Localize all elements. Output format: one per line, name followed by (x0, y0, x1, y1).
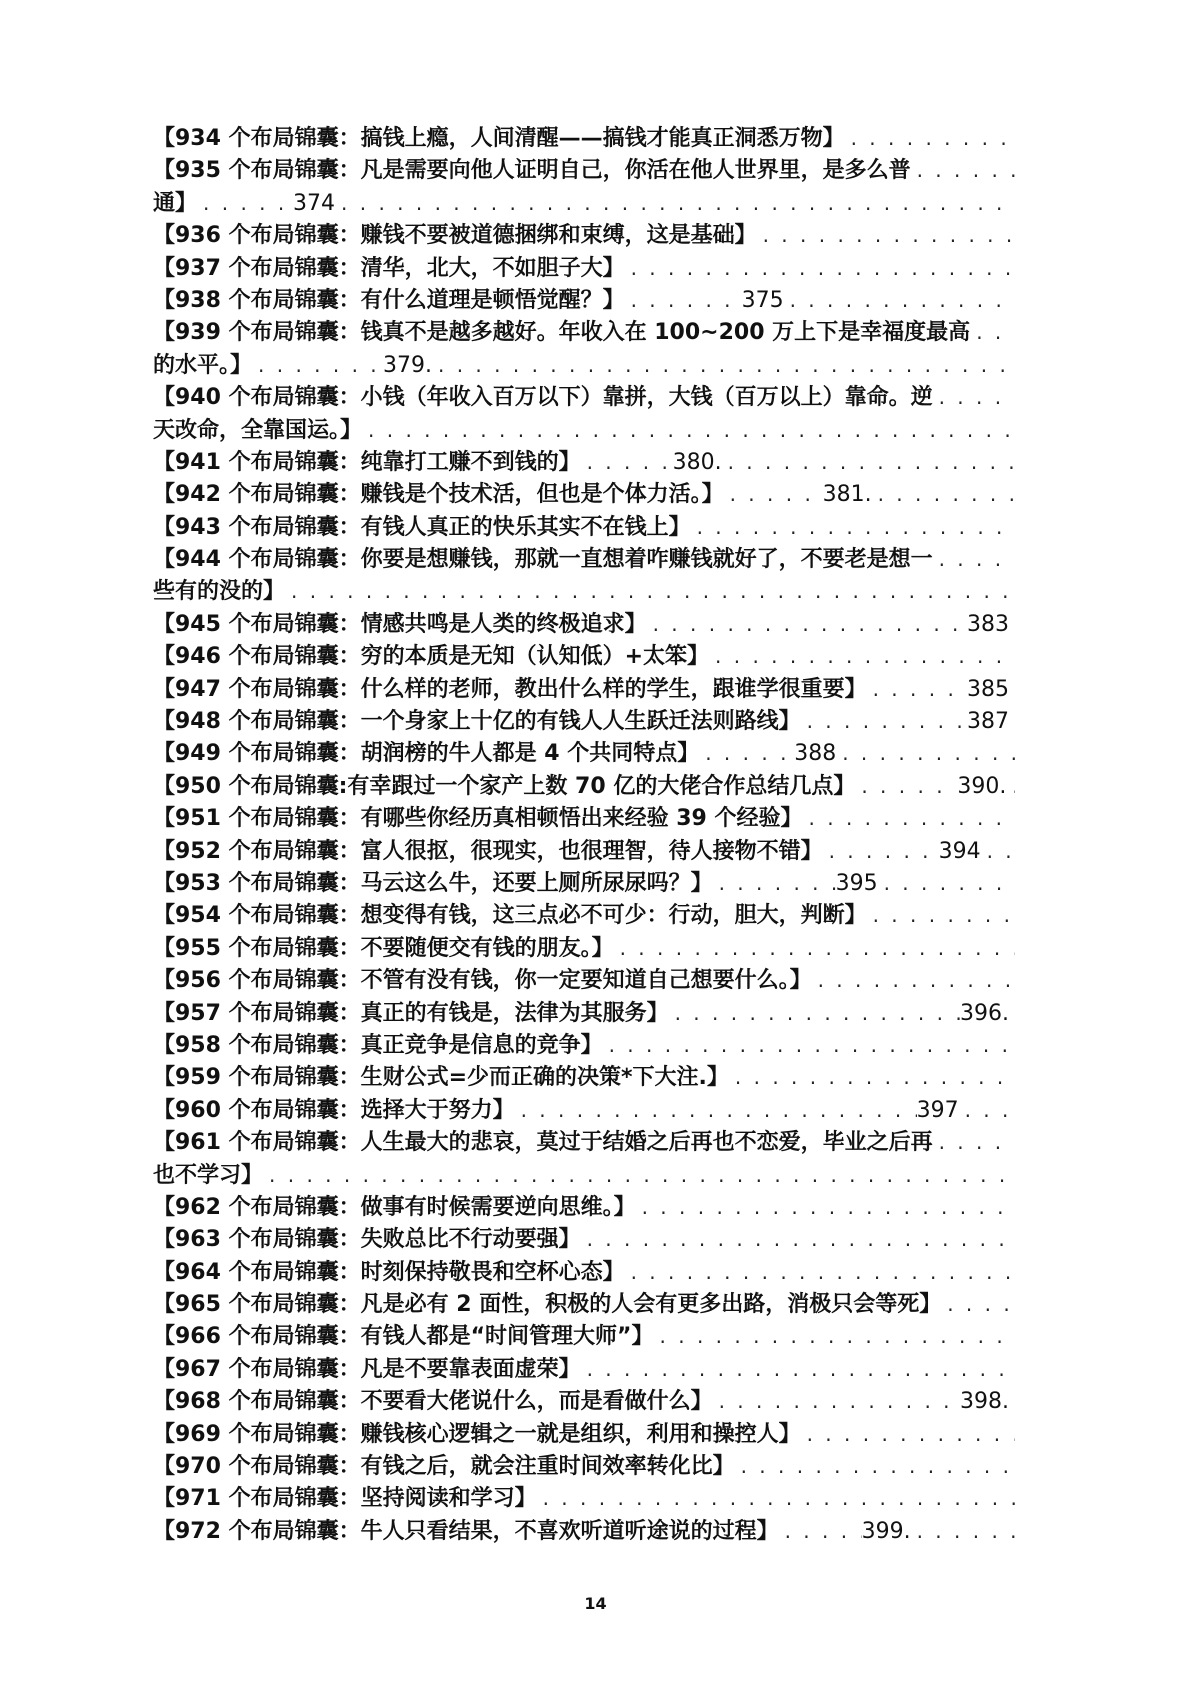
toc-entry[interactable] (153, 446, 1015, 478)
dot-leader (933, 381, 1015, 413)
toc-entry-title: 【969 个布局锦囊：赚钱核心逻辑之一就是组织，利用和操控人】 (153, 1421, 801, 1447)
dot-leader (197, 187, 293, 219)
dot-leader (784, 284, 1015, 316)
toc-entry-title: 【936 个布局锦囊：赚钱不要被道德捆绑和束缚，这是基础】 (153, 223, 757, 249)
toc-entry-title: 天改命，全靠国运。】 (153, 417, 363, 443)
toc-entry[interactable] (153, 122, 1015, 154)
toc-entry-title: 【967 个布局锦囊：凡是不要靠表面虚荣】 (153, 1356, 581, 1382)
dot-leader (1009, 705, 1015, 737)
toc-entry[interactable] (153, 802, 1015, 834)
dot-leader (614, 932, 1015, 964)
toc-entry[interactable] (153, 997, 1015, 1029)
toc-entry-title: 【943 个布局锦囊：有钱人真正的快乐其实不在钱上】 (153, 514, 691, 540)
toc-entry-title: 【965 个布局锦囊：凡是必有 2 面性，积极的人会有更多出路，消极只会等死】 (153, 1292, 942, 1318)
toc-entry[interactable] (153, 414, 1015, 446)
table-of-contents (153, 122, 1015, 1547)
toc-entry-title: 【968 个布局锦囊：不要看大佬说什么，而是看做什么】 (153, 1389, 713, 1415)
dot-leader (713, 867, 836, 899)
toc-entry-title: 【959 个布局锦囊：生财公式=少而正确的决策*下大注.】 (153, 1065, 729, 1091)
page-number: 14 (584, 1594, 607, 1613)
toc-entry[interactable] (153, 1029, 1015, 1061)
toc-entry[interactable] (153, 737, 1015, 769)
toc-entry-title: 【939 个布局锦囊：钱真不是越多越好。年收入在 100~200 万上下是幸福度最高 (153, 320, 971, 346)
dot-leader (1009, 608, 1015, 640)
toc-entry[interactable] (153, 1191, 1015, 1223)
toc-entry[interactable] (153, 770, 1015, 802)
dot-leader (285, 575, 1015, 607)
toc-entry-title: 些有的没的】 (153, 579, 286, 605)
toc-entry-title: 【952 个布局锦囊：富人很抠，很现实，也很理智，待人接物不错】 (153, 838, 823, 864)
dot-leader (581, 446, 673, 478)
dot-leader (1009, 997, 1015, 1029)
dot-leader (855, 770, 957, 802)
toc-entry[interactable] (153, 867, 1015, 899)
toc-entry-title: 通】 (153, 190, 198, 216)
dot-leader (709, 640, 1015, 672)
dot-leader (836, 737, 1015, 769)
toc-entry-title: 【935 个布局锦囊：凡是需要向他人证明自己，你活在他人世界里，是多么普 (153, 158, 911, 184)
dot-leader (981, 835, 1015, 867)
dot-leader (801, 705, 967, 737)
toc-entry-title: 【949 个布局锦囊：胡润榜的牛人都是 4 个共同特点】 (153, 741, 700, 767)
toc-entry[interactable] (153, 1482, 1015, 1514)
dot-leader (872, 478, 1015, 510)
dot-leader (878, 867, 1015, 899)
dot-leader (713, 1385, 960, 1417)
toc-entry-page: 395 (835, 870, 878, 896)
dot-leader (803, 802, 1015, 834)
toc-entry-title: 【970 个布局锦囊：有钱之后，就会注重时间效率转化比】 (153, 1454, 735, 1480)
toc-entry-page: 387 (967, 709, 1009, 735)
toc-entry-title: 【948 个布局锦囊：一个身家上十亿的有钱人人生跃迁法则路线】 (153, 709, 801, 735)
toc-entry[interactable] (153, 187, 1015, 219)
toc-entry-title: 【951 个布局锦囊：有哪些你经历真相顿悟出来经验 39 个经验】 (153, 806, 803, 832)
toc-entry-title: 【938 个布局锦囊：有什么道理是顿悟觉醒？】 (153, 287, 625, 313)
toc-entry-title: 【934 个布局锦囊：搞钱上瘾，人间清醒——搞钱才能真正洞悉万物】 (153, 126, 845, 151)
toc-entry[interactable] (153, 543, 1015, 575)
toc-entry[interactable] (153, 349, 1015, 381)
toc-entry-page: 399. (861, 1518, 911, 1544)
toc-entry-title: 的水平。】 (153, 352, 253, 378)
toc-entry[interactable] (153, 1288, 1015, 1320)
dot-leader (263, 1159, 1015, 1191)
toc-entry-title: 也不学习】 (153, 1162, 264, 1188)
dot-leader (1006, 770, 1015, 802)
dot-leader (252, 349, 383, 381)
dot-leader (581, 1223, 1015, 1255)
toc-entry[interactable] (153, 575, 1015, 607)
toc-entry-title: 【942 个布局锦囊：赚钱是个技术活，但也是个体力活。】 (153, 482, 724, 508)
dot-leader (722, 446, 1015, 478)
toc-entry[interactable] (153, 252, 1015, 284)
dot-leader (867, 673, 967, 705)
toc-entry[interactable] (153, 1320, 1015, 1352)
toc-entry-title: 【961 个布局锦囊：人生最大的悲哀，莫过于结婚之后再也不恋爱，毕业之后再 (153, 1130, 933, 1156)
toc-entry-title: 【962 个布局锦囊：做事有时候需要逆向思维。】 (153, 1194, 636, 1220)
toc-entry[interactable] (153, 316, 1015, 348)
dot-leader (779, 1515, 862, 1547)
dot-leader (911, 1515, 1015, 1547)
toc-entry[interactable] (153, 1094, 1015, 1126)
toc-entry-title: 【972 个布局锦囊：牛人只看结果，不喜欢听道听途说的过程】 (153, 1518, 779, 1544)
dot-leader (933, 1126, 1015, 1158)
dot-leader (959, 1094, 1015, 1126)
toc-entry[interactable] (153, 1223, 1015, 1255)
toc-entry-title: 【956 个布局锦囊：不管有没有钱，你一定要知道自己想要什么。】 (153, 968, 812, 994)
toc-entry-page: 398. (960, 1389, 1009, 1415)
toc-entry-title: 【964 个布局锦囊：时刻保持敬畏和空杯心态】 (153, 1259, 625, 1285)
toc-entry[interactable] (153, 705, 1015, 737)
dot-leader (691, 511, 1015, 543)
dot-leader (941, 1288, 1015, 1320)
dot-leader (812, 964, 1015, 996)
toc-entry-title: 【957 个布局锦囊：真正的有钱是，法律为其服务】 (153, 1000, 669, 1026)
dot-leader (515, 1094, 917, 1126)
toc-entry[interactable] (153, 964, 1015, 996)
toc-entry-page: 385 (967, 676, 1009, 702)
toc-entry[interactable] (153, 219, 1015, 251)
toc-entry[interactable] (153, 1061, 1015, 1093)
toc-entry[interactable] (153, 1353, 1015, 1385)
toc-entry-title: 【954 个布局锦囊：想变得有钱，这三点必不可少：行动，胆大，判断】 (153, 903, 867, 929)
dot-leader (1009, 673, 1015, 705)
toc-entry-title: 【953 个布局锦囊：马云这么牛，还要上厕所尿尿吗？】 (153, 870, 713, 896)
dot-leader (335, 187, 1015, 219)
toc-entry[interactable] (153, 1159, 1015, 1191)
toc-entry-title: 【950 个布局锦囊:有幸跟过一个家产上数 70 亿的大佬合作总结几点】 (153, 773, 856, 799)
dot-leader (654, 1320, 1015, 1352)
toc-entry-page: 379. (383, 352, 432, 378)
dot-leader (537, 1482, 1015, 1514)
toc-entry-title: 【947 个布局锦囊：什么样的老师，教出什么样的学生，跟谁学很重要】 (153, 676, 867, 702)
dot-leader (933, 543, 1015, 575)
dot-leader (867, 899, 1015, 931)
dot-leader (432, 349, 1015, 381)
toc-entry[interactable] (153, 608, 1015, 640)
toc-entry[interactable] (153, 640, 1015, 672)
toc-entry[interactable] (153, 1385, 1015, 1417)
toc-entry[interactable] (153, 1418, 1015, 1450)
dot-leader (362, 414, 1015, 446)
dot-leader (603, 1029, 1015, 1061)
toc-entry-page: 388 (794, 741, 837, 767)
toc-entry[interactable] (153, 673, 1015, 705)
toc-entry[interactable] (153, 1126, 1015, 1158)
toc-entry-title: 【963 个布局锦囊：失败总比不行动要强】 (153, 1227, 581, 1253)
toc-entry-page: 381. (822, 482, 872, 508)
toc-entry-page: 374 (293, 190, 336, 216)
toc-entry-title: 【941 个布局锦囊：纯靠打工赚不到钱的】 (153, 449, 581, 475)
toc-entry-title: 【940 个布局锦囊：小钱（年收入百万以下）靠拼，大钱（百万以上）靠命。逆 (153, 385, 933, 411)
toc-entry[interactable] (153, 381, 1015, 413)
toc-entry[interactable] (153, 1515, 1015, 1547)
toc-entry[interactable] (153, 899, 1015, 931)
toc-entry-title: 【971 个布局锦囊：坚持阅读和学习】 (153, 1486, 537, 1512)
toc-entry-title: 【944 个布局锦囊：你要是想赚钱，那就一直想着咋赚钱就好了，不要老是想一 (153, 547, 933, 573)
toc-entry-title: 【958 个布局锦囊：真正竞争是信息的竞争】 (153, 1032, 603, 1058)
dot-leader (636, 1191, 1015, 1223)
dot-leader (625, 284, 742, 316)
dot-leader (724, 478, 823, 510)
dot-leader (699, 737, 794, 769)
dot-leader (1009, 1385, 1015, 1417)
toc-entry-page: 375 (741, 287, 784, 313)
dot-leader (845, 122, 1015, 154)
toc-entry-title: 【946 个布局锦囊：穷的本质是无知（认知低）+太笨】 (153, 644, 710, 670)
toc-entry-page: 394 (938, 838, 981, 864)
toc-entry[interactable] (153, 154, 1015, 186)
toc-entry-title: 【960 个布局锦囊：选择大于努力】 (153, 1097, 515, 1123)
toc-entry[interactable] (153, 511, 1015, 543)
dot-leader (729, 1061, 1015, 1093)
dot-leader (801, 1418, 1015, 1450)
dot-leader (669, 997, 960, 1029)
toc-entry[interactable] (153, 1256, 1015, 1288)
toc-entry[interactable] (153, 284, 1015, 316)
toc-entry-page: 380. (672, 449, 722, 475)
toc-entry-title: 【945 个布局锦囊：情感共鸣是人类的终极追求】 (153, 611, 647, 637)
dot-leader (823, 835, 939, 867)
toc-entry[interactable] (153, 1450, 1015, 1482)
dot-leader (757, 219, 1015, 251)
toc-entry[interactable] (153, 478, 1015, 510)
dot-leader (625, 252, 1015, 284)
dot-leader (581, 1353, 1015, 1385)
toc-entry-title: 【937 个布局锦囊：清华，北大，不如胆子大】 (153, 255, 625, 281)
toc-entry-page: 383 (967, 611, 1009, 637)
toc-entry[interactable] (153, 932, 1015, 964)
dot-leader (911, 154, 1015, 186)
toc-entry-title: 【955 个布局锦囊：不要随便交有钱的朋友。】 (153, 935, 614, 961)
dot-leader (735, 1450, 1015, 1482)
toc-entry[interactable] (153, 835, 1015, 867)
dot-leader (970, 316, 1015, 348)
toc-entry-page: 390. (957, 773, 1007, 799)
dot-leader (625, 1256, 1015, 1288)
toc-entry-page: 396. (960, 1000, 1009, 1026)
dot-leader (647, 608, 967, 640)
toc-entry-title: 【966 个布局锦囊：有钱人都是“时间管理大师”】 (153, 1324, 654, 1350)
toc-entry-page: 397 (916, 1097, 959, 1123)
